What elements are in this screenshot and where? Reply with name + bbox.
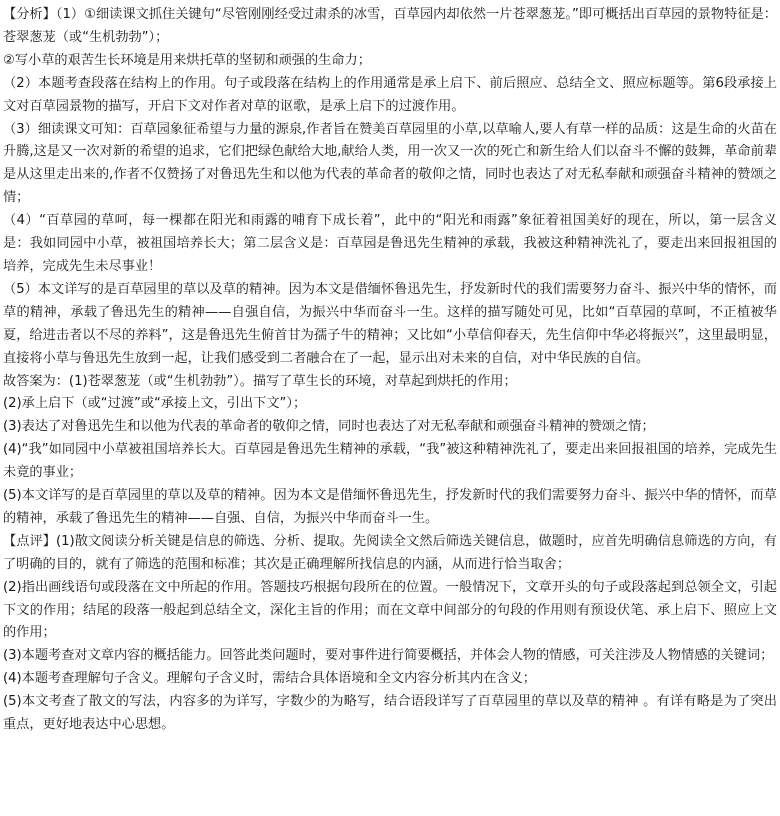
answer-item-4: (4)“我”如同园中小草被祖国培养长大。百草园是鲁迅先生精神的承载，“我”被这种精神洗礼了，要走出来回报祖国的培养，完成先生未竟的事业； bbox=[3, 442, 777, 481]
analysis-paragraph-6: （5）本文详写的是百草园里的草以及草的精神。因为本文是借缅怀鲁迅先生，抒发新时代的我们需要努力奋斗、振兴中华的情怀，而草的精神，承载了鲁迅先生的精神——自强自信，为振兴中华而奋斗一生。这样的描写随处可见，比如“百草园的草呵，不正植被华夏，给进击者以不尽的养料”，这是鲁迅先生俯首甘为孺子牛的精神；又比如“小草信仰春天，先生信仰中华必将振兴”，这里最明显，直接将小草与鲁迅先生放到一起，让我们感受到二者融合在了一起，显示出对未来的自信，对中华民族的自信。 bbox=[3, 281, 777, 366]
analysis-paragraph-1: 【分析】（1）①细读课文抓住关键句“尽管刚刚经受过肃杀的冰雪，百草园内却依然一片苍翠葱茏。”即可概括出百草园的景物特征是：苍翠葱茏（或“生机勃勃”）； bbox=[3, 7, 777, 45]
comment-paragraph-3: (3)本题考查对文章内容的概括能力。回答此类问题时，要对事件进行简要概括，并体会人物的情感，可关注涉及人物情感的关键词； bbox=[3, 648, 774, 664]
analysis-paragraph-2: ②写小草的艰苦生长环境是用来烘托草的坚韧和顽强的生命力； bbox=[3, 52, 371, 68]
analysis-paragraph-4: （3）细读课文可知：百草园象征希望与力量的源泉,作者旨在赞美百草园里的小草,以草喻人,要人有草一样的品质：这是生命的火苗在升腾,这是又一次对新的希望的追求，它们把绿色献给大地,献给人类，用一次又一次的死亡和新生给人们以奋斗不懈的鼓舞，革命前辈是从这里走出来的,作者不仅赞扬了对鲁迅先生和以他为代表的革命者的敬仰之情，同时也表达了对无私奉献和顽强奋斗精神的赞颂之情； bbox=[3, 121, 777, 206]
comment-paragraph-2: (2)指出画线语句或段落在文中所起的作用。答题技巧根据句段所在的位置。一般情况下，文章开头的句子或段落起到总领全文，引起下文的作用；结尾的段落一般起到总结全文，深化主旨的作用；而在文章中间部分的句段的作用则有预设伏笔、承上启下、照应上文的作用； bbox=[3, 579, 777, 641]
answer-item-2: (2)承上启下（或“过渡”或“承接上文，引出下文”）； bbox=[3, 396, 307, 412]
analysis-paragraph-5: （4）“百草园的草呵，每一棵都在阳光和雨露的哺育下成长着”，此中的“阳光和雨露”象征着祖国美好的现在，所以，第一层含义是：我如同园中小草，被祖国培养长大；第二层含义是：百草园是鲁迅先生精神的承载，我被这种精神洗礼了，要走出来回报祖国的培养，完成先生未尽事业！ bbox=[3, 213, 777, 274]
answer-intro: 故答案为：(1)苍翠葱茏（或“生机勃勃”）。描写了草生长的环境，对草起到烘托的作用； bbox=[3, 373, 517, 389]
answer-item-3: (3)表达了对鲁迅先生和以他为代表的革命者的敬仰之情，同时也表达了对无私奉献和顽强奋斗精神的赞颂之情； bbox=[3, 419, 655, 435]
comment-paragraph-5: (5)本文考查了散文的写法，内容多的为详写，字数少的为略写，结合语段详写了百草园里的草以及草的精神 。有详有略是为了突出重点，更好地表达中心思想。 bbox=[3, 694, 777, 733]
comment-paragraph-4: (4)本题考查理解句子含义。理解句子含义时，需结合具体语境和全文内容分析其内在含义； bbox=[3, 671, 536, 687]
analysis-paragraph-3: （2）本题考查段落在结构上的作用。句子或段落在结构上的作用通常是承上启下、前后照应、总结全文、照应标题等。第6段承接上文对百草园景物的描写，开启下文对作者对草的讴歌，是承上启下的过渡作用。 bbox=[3, 75, 777, 114]
comment-paragraph-1: 【点评】(1)散文阅读分析关键是信息的筛选、分析、提取。先阅读全文然后筛选关键信息，做题时，应首先明确信息筛选的方向，有了明确的目的，就有了筛选的范围和标准；其次是正确理解所找信息的内涵，从而进行恰当取舍； bbox=[3, 533, 777, 572]
answer-item-5: (5)本文详写的是百草园里的草以及草的精神。因为本文是借缅怀鲁迅先生，抒发新时代的我们需要努力奋斗、振兴中华的情怀，而草的精神，承载了鲁迅先生的精神——自强、自信，为振兴中华而奋斗一生。 bbox=[3, 488, 777, 526]
answer-explanation-document bbox=[3, 4, 777, 737]
